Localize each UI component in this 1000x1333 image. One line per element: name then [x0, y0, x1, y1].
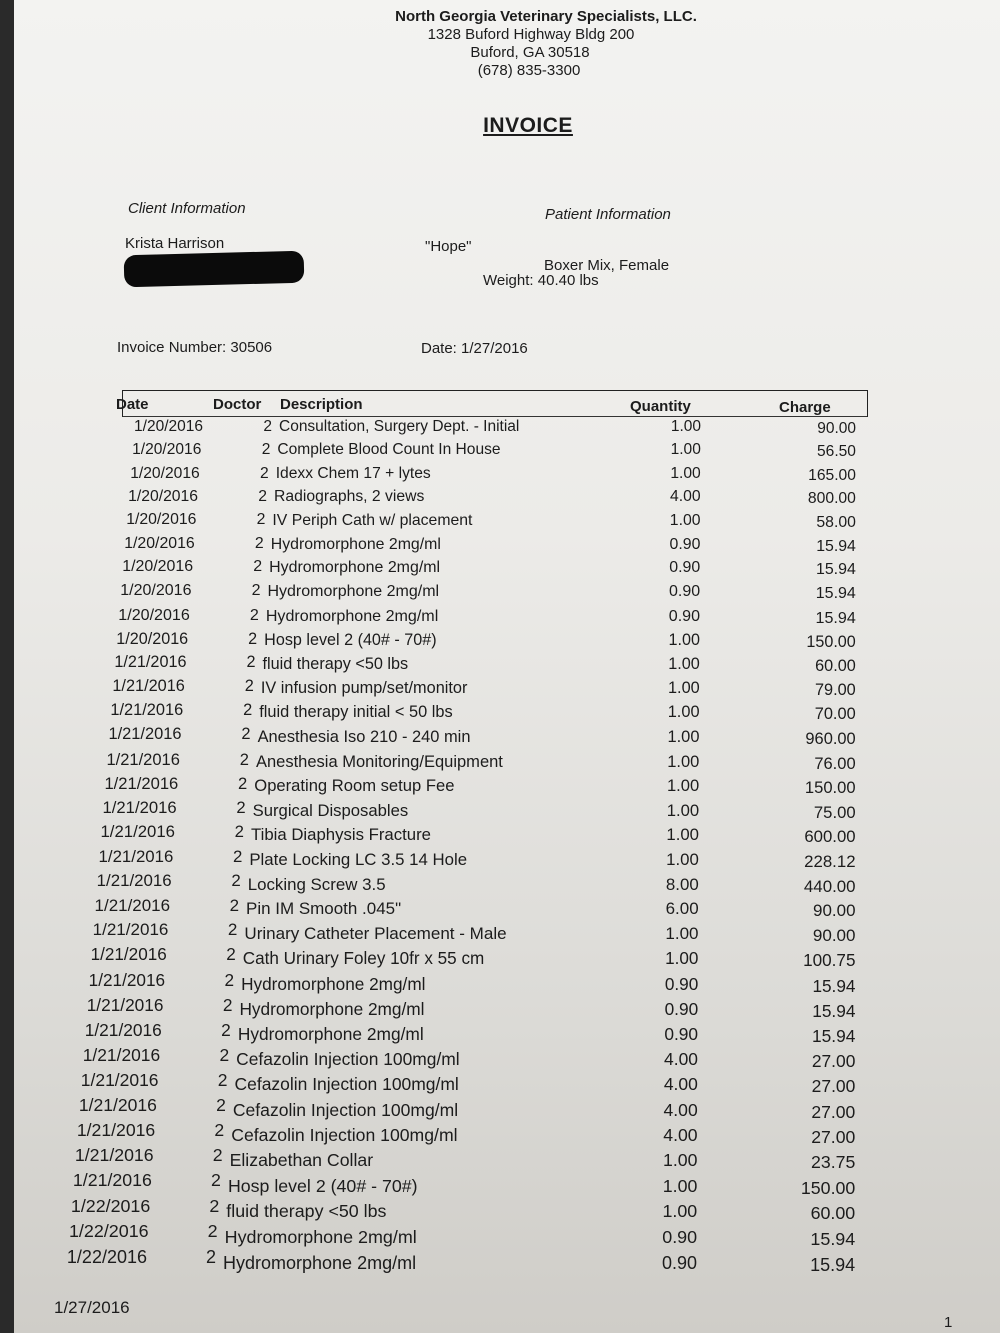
row-doctor: 2: [216, 1094, 226, 1115]
row-date: 1/21/2016: [76, 1119, 156, 1140]
row-charge: 70.00: [814, 705, 856, 724]
row-quantity: 1.00: [663, 1150, 698, 1171]
table-row: [14, 1145, 1000, 1173]
row-date: 1/21/2016: [88, 969, 166, 990]
row-doctor: 2: [244, 677, 254, 696]
row-quantity: 0.90: [664, 973, 699, 994]
row-charge: 800.00: [807, 490, 856, 508]
row-quantity: 0.90: [661, 1252, 697, 1273]
table-row: [14, 535, 1000, 557]
row-doctor: 2: [251, 582, 261, 600]
patient-weight: [483, 272, 599, 289]
row-quantity: 1.00: [668, 655, 700, 674]
row-charge: 58.00: [816, 514, 856, 532]
page-number: 1: [944, 1314, 953, 1331]
row-description: fluid therapy <50 lbs: [262, 655, 409, 674]
row-doctor: 2: [234, 822, 244, 842]
row-charge: 27.00: [811, 1076, 856, 1097]
row-quantity: 1.00: [667, 727, 700, 746]
row-date: 1/21/2016: [102, 798, 177, 818]
row-description: Locking Screw 3.5: [247, 874, 386, 894]
row-description: Hydromorphone 2mg/ml: [265, 607, 439, 626]
row-description: Idexx Chem 17 + lytes: [275, 464, 431, 482]
row-doctor: 2: [221, 1019, 231, 1040]
row-quantity: 4.00: [663, 1125, 698, 1145]
row-description: Hydromorphone 2mg/ml: [241, 973, 426, 994]
row-description: fluid therapy <50 lbs: [226, 1201, 387, 1222]
row-date: 1/20/2016: [134, 418, 203, 435]
row-description: Surgical Disposables: [252, 800, 409, 820]
row-quantity: 1.00: [662, 1201, 698, 1222]
row-charge: 79.00: [814, 681, 856, 700]
row-description: Cefazolin Injection 100mg/ml: [234, 1074, 459, 1095]
row-description: Tibia Diaphysis Fracture: [251, 825, 431, 845]
row-date: 1/21/2016: [92, 920, 169, 940]
row-description: Anesthesia Monitoring/Equipment: [255, 752, 503, 772]
row-doctor: 2: [209, 1195, 220, 1216]
row-date: 1/20/2016: [120, 582, 192, 600]
row-charge: 150.00: [804, 778, 856, 798]
row-date: 1/21/2016: [96, 871, 172, 891]
row-date: 1/21/2016: [114, 653, 187, 672]
row-doctor: 2: [254, 534, 264, 552]
row-quantity: 1.00: [670, 441, 701, 459]
row-doctor: 2: [222, 994, 233, 1015]
table-row: [14, 606, 1000, 628]
col-header-doctor: Doctor: [213, 396, 262, 413]
row-date: 1/22/2016: [68, 1221, 149, 1242]
row-quantity: 4.00: [664, 1049, 698, 1070]
row-charge: 600.00: [804, 827, 856, 847]
row-charge: 228.12: [804, 851, 856, 871]
invoice-number-value: 30506: [230, 339, 273, 356]
clinic-address-line2: Buford, GA 30518: [470, 44, 590, 61]
row-date: 1/21/2016: [80, 1069, 159, 1090]
table-row: [14, 822, 1000, 847]
row-description: Consultation, Surgery Dept. - Initial: [279, 418, 520, 435]
table-row: [14, 1069, 1000, 1097]
row-date: 1/21/2016: [90, 945, 167, 965]
row-charge: 27.00: [811, 1127, 856, 1147]
table-row: [14, 920, 1000, 946]
row-quantity: 1.00: [669, 512, 701, 530]
table-row: [14, 847, 1000, 869]
row-description: Hydromorphone 2mg/ml: [223, 1252, 417, 1273]
row-date: 1/21/2016: [100, 822, 175, 842]
row-charge: 90.00: [817, 420, 856, 437]
clinic-address-line1: 1328 Buford Highway Bldg 200: [427, 26, 635, 43]
table-row: [14, 994, 1000, 1021]
invoice-date: [421, 340, 528, 357]
row-quantity: 1.00: [662, 1175, 698, 1196]
table-row: [14, 895, 1000, 921]
row-quantity: 1.00: [667, 703, 700, 722]
row-date: 1/20/2016: [122, 558, 194, 576]
row-description: Hydromorphone 2mg/ml: [224, 1227, 417, 1248]
row-charge: 150.00: [806, 633, 856, 652]
row-doctor: 2: [261, 441, 271, 459]
row-date: 1/21/2016: [104, 773, 179, 793]
row-doctor: 2: [211, 1170, 221, 1191]
row-charge: 27.00: [811, 1101, 856, 1122]
row-quantity: 6.00: [665, 899, 699, 919]
row-quantity: 1.00: [670, 418, 701, 435]
table-row: [14, 750, 1000, 772]
row-description: Plate Locking LC 3.5 14 Hole: [249, 849, 468, 869]
table-row: [14, 1094, 1000, 1122]
table-row: [14, 871, 1000, 896]
footer-print-date: 1/27/2016: [54, 1298, 130, 1317]
col-header-description: Description: [280, 396, 363, 413]
row-date: 1/21/2016: [106, 749, 180, 769]
row-charge: 15.94: [815, 585, 856, 603]
row-doctor: 2: [227, 920, 238, 940]
row-doctor: 2: [217, 1069, 228, 1090]
row-description: IV infusion pump/set/monitor: [260, 679, 468, 698]
row-charge: 15.94: [815, 561, 856, 579]
row-quantity: 1.00: [665, 924, 699, 944]
table-row: [14, 1221, 1000, 1250]
row-quantity: 0.90: [662, 1227, 698, 1248]
row-quantity: 4.00: [663, 1074, 698, 1095]
row-doctor: 2: [205, 1246, 216, 1267]
row-charge: 960.00: [805, 729, 856, 748]
table-row: [14, 677, 1000, 699]
table-row: [14, 630, 1000, 652]
table-row: [14, 1119, 1000, 1147]
row-quantity: 4.00: [670, 488, 701, 506]
weight-value: 40.40 lbs: [537, 272, 599, 289]
row-charge: 90.00: [813, 901, 856, 921]
row-quantity: 0.90: [669, 559, 701, 577]
row-charge: 100.75: [803, 951, 856, 971]
row-charge: 76.00: [814, 754, 856, 774]
row-doctor: 2: [214, 1119, 225, 1140]
row-doctor: 2: [207, 1221, 218, 1242]
row-doctor: 2: [226, 945, 236, 965]
row-description: Elizabethan Collar: [229, 1150, 374, 1171]
row-doctor: 2: [219, 1044, 230, 1065]
row-doctor: 2: [229, 895, 240, 915]
table-row: [14, 1044, 1000, 1072]
row-doctor: 2: [238, 773, 248, 793]
row-charge: 165.00: [808, 466, 856, 484]
row-quantity: 1.00: [665, 949, 699, 969]
row-doctor: 2: [260, 464, 269, 482]
row-date: 1/22/2016: [70, 1195, 151, 1216]
row-quantity: 1.00: [668, 631, 700, 650]
row-date: 1/21/2016: [86, 994, 164, 1015]
col-header-quantity: Quantity: [630, 398, 691, 415]
row-doctor: 2: [256, 511, 266, 529]
row-description: Hydromorphone 2mg/ml: [269, 559, 441, 577]
row-description: Urinary Catheter Placement - Male: [244, 924, 507, 944]
row-charge: 56.50: [817, 443, 856, 461]
row-date: 1/21/2016: [84, 1019, 162, 1040]
table-row: [14, 465, 1000, 487]
row-description: Hydromorphone 2mg/ml: [270, 535, 441, 553]
patient-info-heading: Patient Information: [545, 206, 671, 223]
row-quantity: 0.90: [664, 998, 699, 1019]
row-charge: 27.00: [811, 1051, 856, 1072]
row-doctor: 2: [246, 653, 256, 672]
document-title: INVOICE: [483, 114, 573, 137]
row-date: 1/21/2016: [78, 1094, 157, 1115]
row-charge: 15.94: [812, 1000, 856, 1021]
row-description: Hosp level 2 (40# - 70#): [264, 631, 437, 650]
row-date: 1/21/2016: [108, 725, 182, 744]
row-quantity: 0.90: [668, 607, 701, 626]
table-row: [14, 1019, 1000, 1047]
table-row: [14, 774, 1000, 796]
row-date: 1/21/2016: [72, 1170, 152, 1191]
row-description: Hydromorphone 2mg/ml: [239, 998, 425, 1019]
invoice-number: [117, 339, 272, 356]
row-date: 1/21/2016: [94, 895, 171, 915]
row-quantity: 1.00: [666, 825, 699, 845]
client-name: Krista Harrison: [125, 235, 225, 252]
row-quantity: 1.00: [667, 752, 700, 772]
row-quantity: 1.00: [666, 800, 700, 820]
row-charge: 23.75: [811, 1152, 856, 1173]
row-doctor: 2: [224, 969, 235, 990]
row-quantity: 8.00: [665, 874, 699, 894]
row-description: fluid therapy initial < 50 lbs: [259, 703, 453, 722]
row-description: Radiographs, 2 views: [274, 488, 425, 506]
row-quantity: 4.00: [663, 1099, 698, 1120]
row-description: IV Periph Cath w/ placement: [272, 512, 473, 530]
row-description: Cefazolin Injection 100mg/ml: [231, 1125, 458, 1145]
table-row: [14, 558, 1000, 580]
row-quantity: 1.00: [666, 849, 699, 869]
row-charge: 75.00: [813, 802, 856, 822]
row-quantity: 1.00: [670, 464, 701, 482]
col-header-date: Date: [116, 396, 149, 413]
invoice-number-label: Invoice Number:: [117, 339, 227, 356]
row-date: 1/20/2016: [130, 464, 200, 482]
row-date: 1/20/2016: [118, 605, 190, 624]
clinic-phone: (678) 835-3300: [477, 62, 581, 79]
row-date: 1/21/2016: [110, 701, 184, 720]
row-doctor: 2: [212, 1145, 223, 1166]
row-doctor: 2: [231, 871, 241, 891]
table-row: [14, 1195, 1000, 1224]
patient-breed-sex: Boxer Mix, Female: [544, 257, 670, 274]
row-date: 1/21/2016: [112, 677, 185, 696]
row-charge: 15.94: [810, 1254, 856, 1275]
table-row: [14, 725, 1000, 747]
row-quantity: 1.00: [667, 679, 700, 698]
row-doctor: 2: [248, 629, 258, 648]
col-header-charge: Charge: [779, 399, 831, 416]
row-description: Cath Urinary Foley 10fr x 55 cm: [242, 949, 485, 969]
table-row: [14, 945, 1000, 971]
table-row: [14, 441, 1000, 463]
row-charge: 150.00: [800, 1177, 856, 1198]
invoice-date-label: Date:: [421, 340, 457, 357]
row-charge: 15.94: [812, 975, 856, 996]
invoice-page: [14, 0, 1000, 1333]
row-date: 1/20/2016: [126, 511, 197, 529]
row-doctor: 2: [258, 487, 268, 505]
row-description: Hosp level 2 (40# - 70#): [227, 1175, 418, 1196]
row-charge: 90.00: [812, 926, 856, 946]
patient-name: "Hope": [425, 238, 472, 255]
row-quantity: 0.90: [669, 535, 701, 553]
row-quantity: 0.90: [669, 583, 701, 601]
row-charge: 15.94: [815, 609, 856, 628]
row-charge: 15.94: [816, 537, 856, 555]
row-date: 1/20/2016: [124, 534, 195, 552]
table-row: [14, 969, 1000, 996]
row-charge: 60.00: [810, 1203, 856, 1224]
table-row: [14, 1246, 1000, 1275]
row-date: 1/20/2016: [132, 441, 202, 459]
row-description: Cefazolin Injection 100mg/ml: [232, 1099, 459, 1120]
row-date: 1/20/2016: [128, 487, 199, 505]
row-doctor: 2: [263, 418, 272, 435]
row-date: 1/21/2016: [98, 846, 174, 866]
weight-label: Weight:: [483, 272, 534, 289]
row-doctor: 2: [253, 558, 263, 576]
row-description: Operating Room setup Fee: [254, 776, 455, 796]
row-charge: 60.00: [815, 657, 856, 676]
row-date: 1/21/2016: [74, 1145, 154, 1166]
table-row: [14, 418, 1000, 440]
redaction-mark: [124, 251, 305, 288]
row-doctor: 2: [249, 605, 259, 624]
row-date: 1/22/2016: [66, 1246, 147, 1267]
row-quantity: 1.00: [666, 776, 700, 796]
clinic-name: North Georgia Veterinary Specialists, LLC.: [395, 8, 697, 25]
row-charge: 15.94: [812, 1026, 856, 1047]
row-description: Complete Blood Count In House: [277, 441, 501, 459]
row-description: Anesthesia Iso 210 - 240 min: [257, 727, 471, 746]
table-row: [14, 1170, 1000, 1198]
table-row: [14, 582, 1000, 604]
row-quantity: 0.90: [664, 1024, 699, 1045]
row-doctor: 2: [241, 725, 251, 744]
row-doctor: 2: [243, 701, 253, 720]
row-doctor: 2: [239, 749, 249, 769]
table-row: [14, 488, 1000, 510]
row-description: Hydromorphone 2mg/ml: [237, 1024, 424, 1045]
row-charge: 440.00: [803, 876, 856, 896]
table-row: [14, 798, 1000, 820]
row-charge: 15.94: [810, 1229, 856, 1250]
table-row: [14, 511, 1000, 533]
row-date: 1/21/2016: [82, 1044, 161, 1065]
table-row: [14, 653, 1000, 675]
row-description: Hydromorphone 2mg/ml: [267, 583, 440, 601]
table-row: [14, 701, 1000, 723]
invoice-date-value: 1/27/2016: [461, 340, 528, 357]
row-date: 1/20/2016: [116, 629, 189, 648]
row-description: Cefazolin Injection 100mg/ml: [236, 1049, 460, 1070]
row-doctor: 2: [236, 798, 246, 818]
client-info-heading: Client Information: [128, 200, 246, 217]
row-description: Pin IM Smooth .045": [246, 899, 402, 919]
row-doctor: 2: [232, 846, 243, 866]
